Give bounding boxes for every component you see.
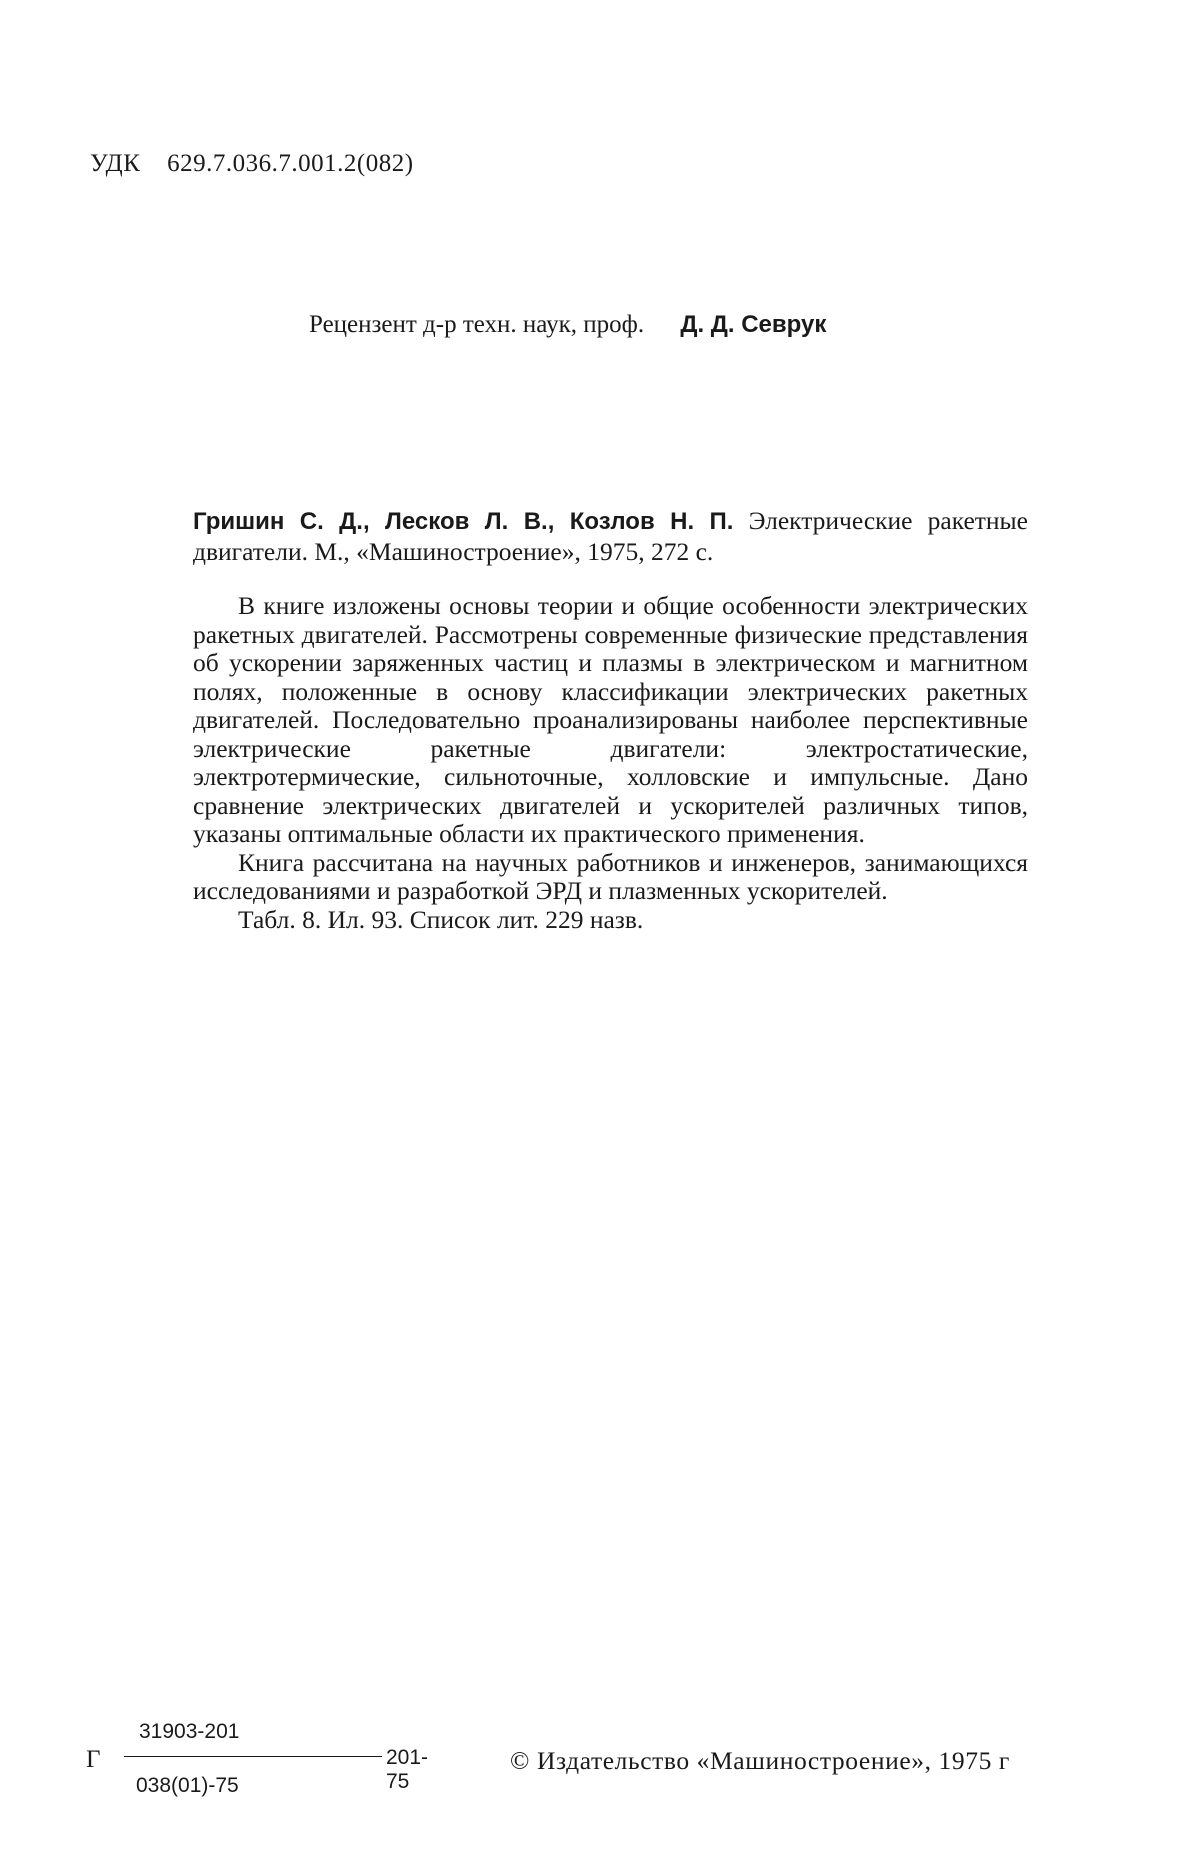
udc-code: 629.7.036.7.001.2(082) <box>167 150 414 177</box>
stats-paragraph: Табл. 8. Ил. 93. Список лит. 229 назв. <box>238 904 644 934</box>
catalog-letter: Г <box>86 1746 101 1773</box>
abstract <box>193 592 1028 934</box>
catalog-suffix: 201-75 <box>386 1746 429 1793</box>
bibliographic-details: Электрические ракетные двигатели. М., «Машиностроение», 1975, 272 с. <box>193 506 1029 566</box>
catalog-numerator: 31903-201 <box>139 1720 240 1743</box>
reviewer-text: Рецензент д-р техн. наук, проф. <box>309 311 645 338</box>
catalog-index <box>86 1720 429 1810</box>
bibliographic-entry <box>193 506 1028 567</box>
copyright-line: © Издательство «Машиностроение», 1975 г <box>510 1746 1010 1775</box>
catalog-denominator: 038(01)-75 <box>136 1774 239 1797</box>
abstract-paragraph: В книге изложены основы теории и общие особенности электрических ракетных двигателей. Рассмотрены современные физические представления об ускорении заряженных частиц и плазмы в электрическом и магнитном полях, положенные в основу классификации электрических ракетных двигателей. Последовательно проанализированы наиболее перспективные электрические ракетные двигатели: электростатические, электротермические, сильноточные, холловские и импульсные. Дано сравнение электрических двигателей и ускорителей различных типов, указаны оптимальные области их практического применения. <box>193 591 1028 848</box>
authors: Гришин С. Д., Лесков Л. В., Козлов Н. П. <box>193 508 734 535</box>
audience-paragraph: Книга рассчитана на научных работников и инженеров, занимающихся исследованиями и разработкой ЭРД и плазменных ускорителей. <box>193 847 1028 905</box>
udc-label: УДК <box>90 150 141 177</box>
reviewer-line <box>309 311 826 339</box>
udc-line <box>90 150 414 178</box>
fraction-rule <box>124 1756 382 1757</box>
reviewer-name: Д. Д. Севрук <box>680 311 827 338</box>
